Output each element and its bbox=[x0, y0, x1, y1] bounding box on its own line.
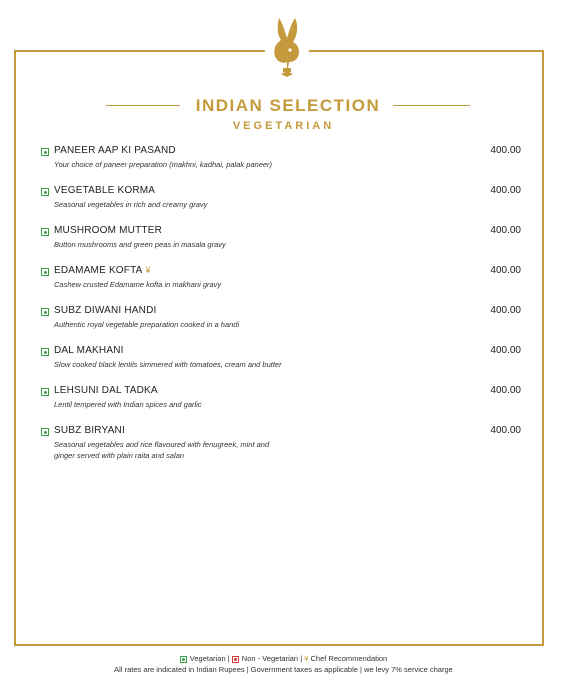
item-description: Seasonal vegetables and rice flavoured with fenugreek, mint and ginger served with plain raita and salan bbox=[54, 440, 270, 460]
menu-item bbox=[40, 225, 525, 265]
menu-item bbox=[40, 305, 525, 345]
menu-item bbox=[40, 185, 525, 225]
veg-icon bbox=[41, 308, 49, 316]
veg-icon bbox=[41, 228, 49, 236]
item-name: PANEER AAP KI PASAND bbox=[54, 145, 176, 156]
item-description: Your choice of paneer preparation (makhni, kadhai, palak paneer) bbox=[54, 160, 273, 169]
footnote: All rates are indicated in Indian Rupees | Government taxes as applicable | we levy 7% service charge bbox=[114, 665, 453, 674]
item-price: 400.00 bbox=[490, 145, 521, 156]
item-price: 400.00 bbox=[490, 425, 521, 436]
title-rule-left bbox=[106, 105, 180, 106]
legend-separator: | bbox=[300, 654, 303, 663]
item-description: Button mushrooms and green peas in masala gravy bbox=[54, 240, 226, 249]
item-description: Cashew crusted Edamame kofta in makhani gravy bbox=[54, 280, 222, 289]
menu-item bbox=[40, 145, 525, 185]
veg-icon bbox=[41, 428, 49, 436]
rabbit-logo-icon bbox=[265, 16, 309, 80]
veg-icon bbox=[41, 148, 49, 156]
item-price: 400.00 bbox=[490, 305, 521, 316]
item-price: 400.00 bbox=[490, 225, 521, 236]
item-name bbox=[54, 265, 151, 276]
section-title: INDIAN SELECTION bbox=[195, 96, 381, 115]
item-name: SUBZ DIWANI HANDI bbox=[54, 305, 157, 316]
veg-icon bbox=[41, 268, 49, 276]
item-description: Slow cooked black lentils simmered with tomatoes, cream and butter bbox=[54, 360, 282, 369]
legend-chef-label: Chef Recommendation bbox=[310, 654, 388, 663]
item-name: MUSHROOM MUTTER bbox=[54, 225, 162, 236]
veg-legend-icon bbox=[180, 656, 187, 663]
chef-recommendation-icon: ¥ bbox=[145, 265, 151, 275]
legend-separator: | bbox=[227, 654, 230, 663]
veg-icon bbox=[41, 188, 49, 196]
legend-nonveg-label: Non - Vegetarian bbox=[241, 654, 299, 663]
item-price: 400.00 bbox=[490, 185, 521, 196]
section-subtitle: VEGETARIAN bbox=[232, 120, 335, 132]
item-price: 400.00 bbox=[490, 385, 521, 396]
legend bbox=[0, 654, 567, 663]
veg-icon bbox=[41, 388, 49, 396]
item-name: LEHSUNI DAL TADKA bbox=[54, 385, 158, 396]
title-rule-right bbox=[393, 105, 470, 106]
menu-item bbox=[40, 425, 525, 477]
item-price: 400.00 bbox=[490, 345, 521, 356]
item-name: SUBZ BIRYANI bbox=[54, 425, 125, 436]
veg-icon bbox=[41, 348, 49, 356]
menu-item bbox=[40, 385, 525, 425]
nonveg-legend-icon bbox=[232, 656, 239, 663]
menu-item bbox=[40, 265, 525, 305]
item-name: VEGETABLE KORMA bbox=[54, 185, 156, 196]
chef-legend-icon: ¥ bbox=[304, 654, 309, 663]
item-name: DAL MAKHANI bbox=[54, 345, 124, 356]
title-row bbox=[0, 96, 567, 116]
item-description: Authentic royal vegetable preparation cooked in a handi bbox=[54, 320, 240, 329]
legend-veg-label: Vegetarian bbox=[189, 654, 226, 663]
item-description: Lentil tempered with Indian spices and garlic bbox=[54, 400, 202, 409]
menu-items bbox=[40, 145, 525, 477]
item-name-text: EDAMAME KOFTA bbox=[54, 265, 143, 276]
item-description: Seasonal vegetables in rich and creamy gravy bbox=[54, 200, 208, 209]
menu-item bbox=[40, 345, 525, 385]
item-price: 400.00 bbox=[490, 265, 521, 276]
